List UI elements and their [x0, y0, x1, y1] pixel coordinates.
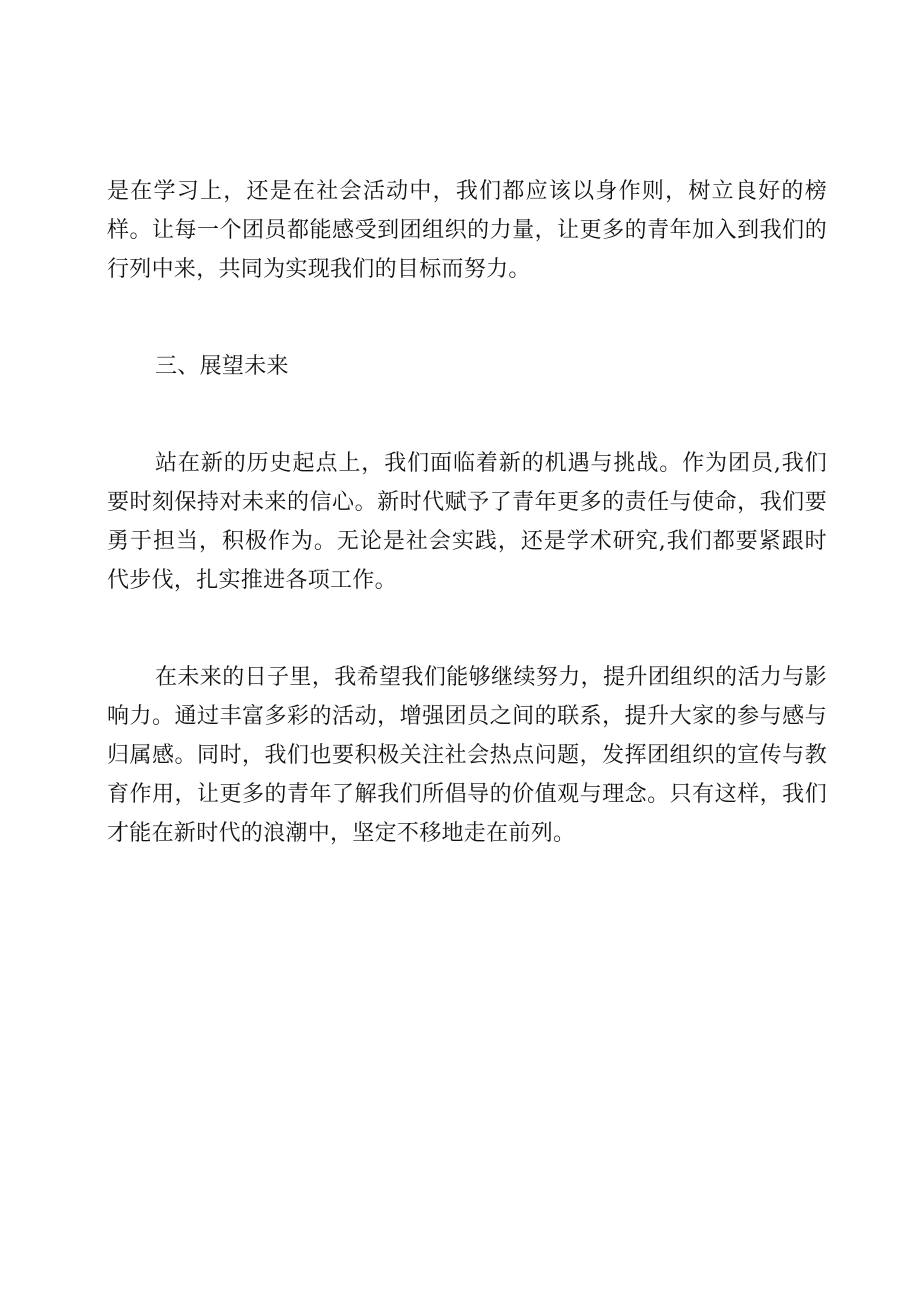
paragraph-spacer [107, 600, 827, 658]
section-heading: 三、展望未来 [155, 354, 289, 379]
paragraph-spacer [107, 386, 827, 444]
document-body [107, 172, 827, 853]
paragraph-continuation: 是在学习上，还是在社会活动中，我们都应该以身作则，树立良好的榜样。让每一个团员都能感受到团组织的力量，让更多的青年加入到我们的行列中来，共同为实现我们的目标而努力。 [107, 179, 827, 282]
paragraph-spacer [107, 289, 827, 347]
paragraph-hopes: 在未来的日子里，我希望我们能够继续努力，提升团组织的活力与影响力。通过丰富多彩的活动，增强团员之间的联系，提升大家的参与感与归属感。同时，我们也要积极关注社会热点问题，发挥团组织的宣传与教育作用，让更多的青年了解我们所倡导的价值观与理念。只有这样，我们才能在新时代的浪潮中，坚定不移地走在前列。 [107, 665, 827, 846]
paragraph-future-outlook: 站在新的历史起点上，我们面临着新的机遇与挑战。作为团员,我们要时刻保持对未来的信心。新时代赋予了青年更多的责任与使命，我们要勇于担当，积极作为。无论是社会实践，还是学术研究,我们都要紧跟时代步伐，扎实推进各项工作。 [107, 451, 827, 593]
